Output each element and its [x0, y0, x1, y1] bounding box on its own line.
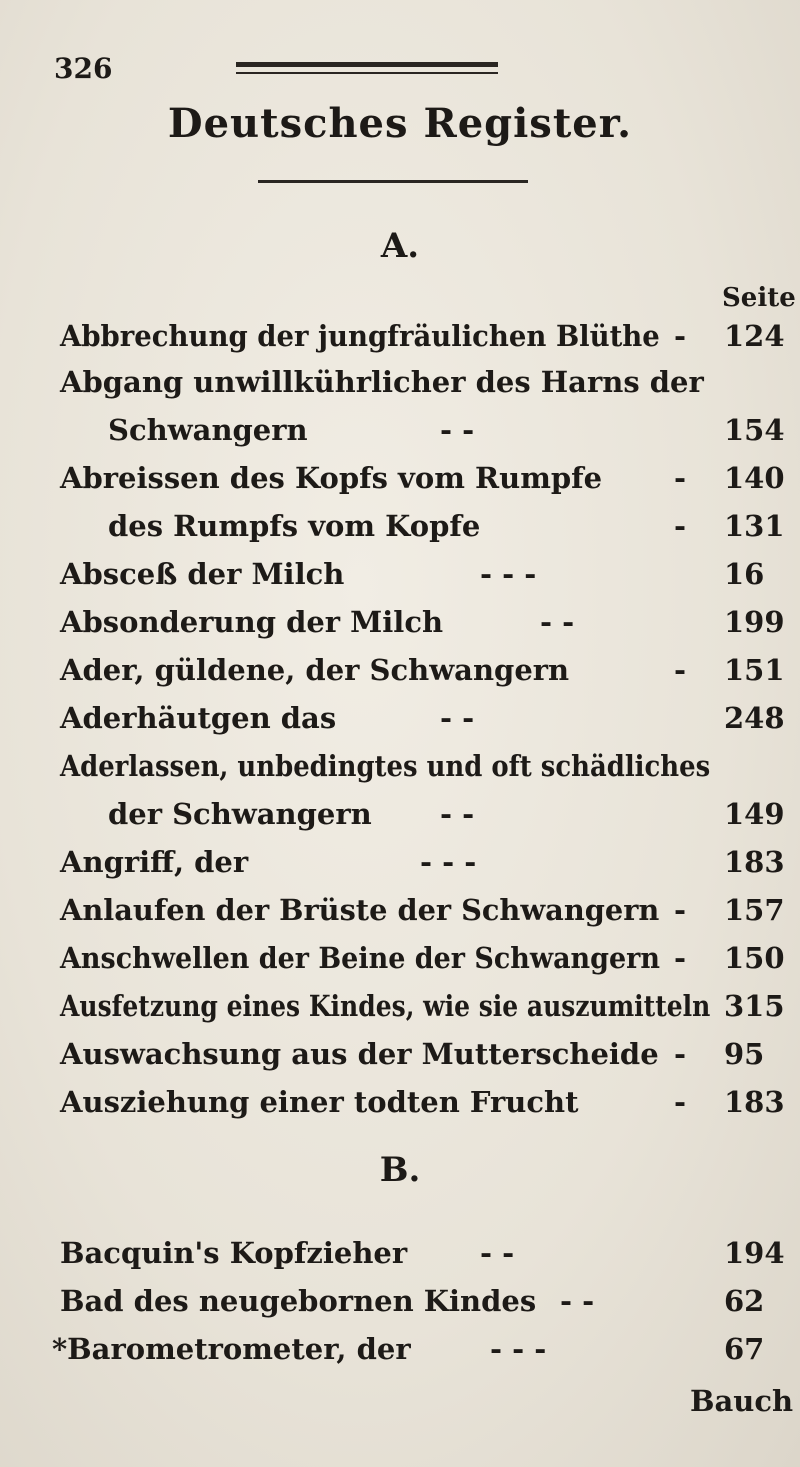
entry-text: Abreissen des Kopfs vom Rumpfe	[60, 461, 603, 495]
entry-page: 315	[724, 989, 785, 1023]
ornamental-rule	[236, 62, 498, 67]
entry-text: Bad des neugebornen Kindes	[60, 1284, 537, 1318]
section-letter-b: B.	[379, 1150, 421, 1190]
entry-page: 248	[724, 701, 785, 735]
entry-dashes: -	[674, 653, 687, 687]
index-entry	[0, 1332, 800, 1376]
entry-dashes: -	[674, 1037, 687, 1071]
index-entry	[0, 319, 800, 363]
entry-dashes: -	[674, 1085, 687, 1119]
entry-dashes: -	[674, 941, 687, 975]
index-entry	[0, 749, 800, 793]
entry-page: 67	[724, 1332, 765, 1366]
entry-text: des Rumpfs vom Kopfe	[108, 509, 481, 543]
running-head: Deutsches Register.	[167, 100, 633, 147]
entry-page: 157	[724, 893, 785, 927]
entry-dashes: - -	[440, 797, 475, 831]
index-entry	[0, 557, 800, 601]
entry-page: 151	[724, 653, 785, 687]
index-entry	[0, 365, 800, 409]
index-entry	[0, 701, 800, 745]
entry-page: 131	[724, 509, 785, 543]
entry-text: Ader, güldene, der Schwangern	[60, 653, 570, 687]
index-entry	[0, 653, 800, 697]
entry-dashes: -	[674, 509, 687, 543]
catchword: Bauch	[690, 1384, 794, 1418]
index-entry	[0, 941, 800, 985]
entry-text: der Schwangern	[108, 797, 372, 831]
index-entry	[0, 1085, 800, 1129]
entry-dashes: - -	[560, 1284, 595, 1318]
entry-page: 199	[724, 605, 785, 639]
entry-page: 140	[724, 461, 785, 495]
page-number: 326	[54, 52, 113, 85]
entry-page: 183	[724, 845, 785, 879]
entry-text: Auswachsung aus der Mutterscheide	[60, 1037, 659, 1071]
entry-page: 183	[724, 1085, 785, 1119]
entry-text: Absceß der Milch	[60, 557, 345, 591]
index-entry	[0, 509, 800, 553]
entry-page: 16	[724, 557, 765, 591]
index-entry	[0, 461, 800, 505]
index-entry	[0, 1236, 800, 1280]
entry-text: Bacquin's Kopfzieher	[60, 1236, 408, 1270]
entry-page: 95	[724, 1037, 765, 1071]
entry-text: Schwangern	[108, 413, 308, 447]
index-entry	[0, 893, 800, 937]
column-heading-seite: Seite	[722, 283, 796, 313]
entry-text: Abbrechung der jungfräulichen Blüthe	[60, 319, 660, 353]
entry-page: 154	[724, 413, 785, 447]
entry-page: 124	[724, 319, 785, 353]
entry-dashes: -	[674, 319, 687, 353]
entry-dashes: - - -	[420, 845, 477, 879]
entry-dashes: -	[674, 893, 687, 927]
index-entry	[0, 605, 800, 649]
entry-page: 62	[724, 1284, 765, 1318]
index-entry	[0, 797, 800, 841]
head-rule	[258, 180, 528, 183]
index-entry	[0, 413, 800, 457]
entry-page: 149	[724, 797, 785, 831]
entry-text: Aderhäutgen das	[60, 701, 337, 735]
entry-text: Absonderung der Milch	[60, 605, 444, 639]
section-letter-a: A.	[380, 226, 420, 266]
ornamental-rule-thin	[236, 72, 498, 74]
entry-dashes: - -	[440, 413, 475, 447]
entry-dashes: - -	[440, 701, 475, 735]
entry-dashes: - -	[480, 1236, 515, 1270]
entry-dashes: -	[674, 461, 687, 495]
entry-page: 150	[724, 941, 785, 975]
entry-text: Anschwellen der Beine der Schwangern	[60, 941, 661, 975]
entry-page: 194	[724, 1236, 785, 1270]
entry-text: Ausfetzung eines Kindes, wie sie auszumitteln	[60, 989, 711, 1023]
entry-text: Ausziehung einer todten Frucht	[60, 1085, 579, 1119]
entry-dashes: - - -	[490, 1332, 547, 1366]
entry-dashes: - - -	[480, 557, 537, 591]
index-entry	[0, 845, 800, 889]
catchword-row	[0, 1384, 800, 1428]
entry-text: Angriff, der	[60, 845, 249, 879]
index-entry	[0, 1284, 800, 1328]
index-entry	[0, 989, 800, 1033]
entry-text: Abgang unwillkührlicher des Harns der	[60, 365, 704, 399]
entry-text: Aderlassen, unbedingtes und oft schädliches	[60, 749, 711, 783]
entry-text: *Barometrometer, der	[52, 1332, 411, 1366]
entry-dashes: - -	[540, 605, 575, 639]
entry-text: Anlaufen der Brüste der Schwangern	[60, 893, 660, 927]
index-entry	[0, 1037, 800, 1081]
